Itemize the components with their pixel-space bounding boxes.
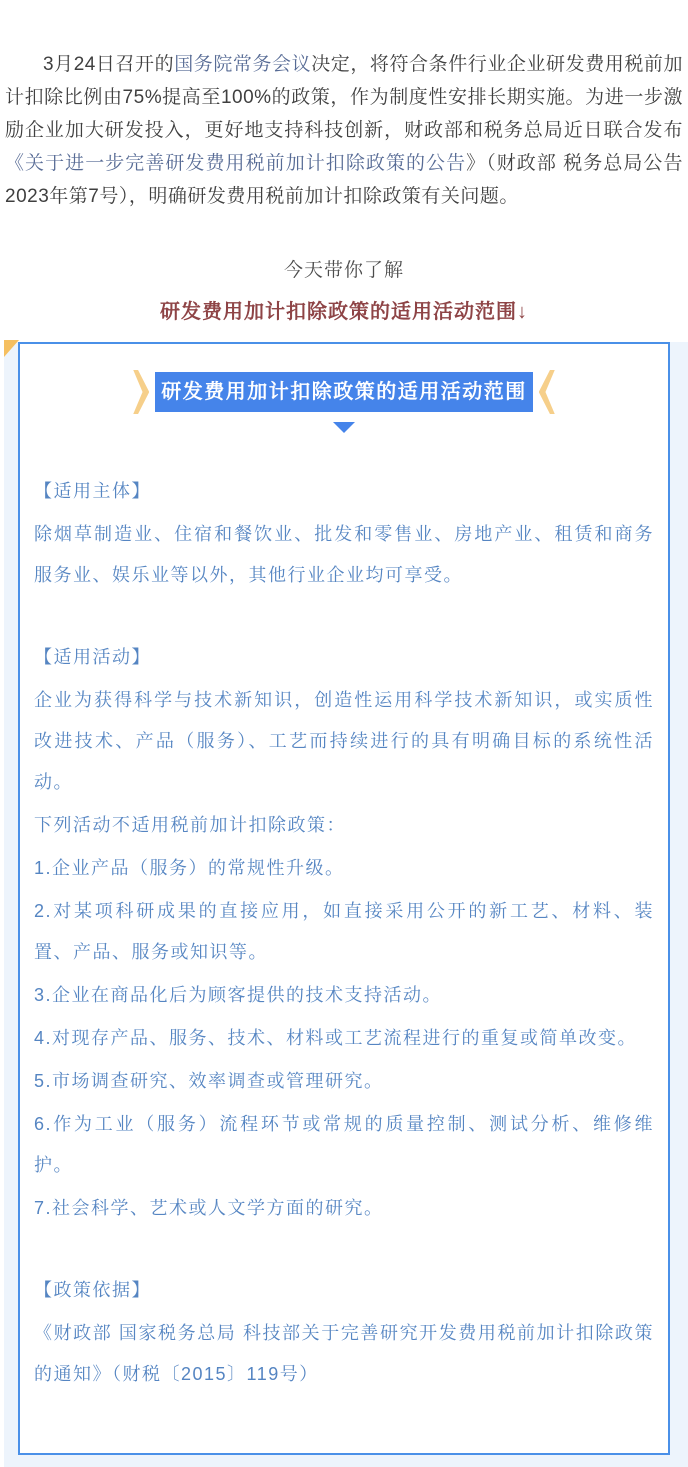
- intro-text-1: 3月24日召开的: [43, 54, 175, 75]
- section-paragraph: 2.对某项科研成果的直接应用，如直接采用公开的新工艺、材料、装置、产品、服务或知识等。: [34, 901, 654, 962]
- section-paragraph: 7.社会科学、艺术或人文学方面的研究。: [34, 1198, 384, 1218]
- section-applicable-subject: [34, 471, 654, 596]
- section-heading: 【政策依据】: [34, 1280, 151, 1300]
- section-paragraph: 除烟草制造业、住宿和餐饮业、批发和零售业、房地产业、租赁和商务服务业、娱乐业等以外，其他行业企业均可享受。: [34, 524, 654, 585]
- down-arrow-icon: [333, 422, 355, 433]
- intro-text-2: 决定，将符合条件行业企业研发费用税前加计扣除比例由75%提高至100%的政策，作为制度性安排长期实施。为进一步激励企业加大研发投入，更好地支持科技创新，财政部和税务总局近日联合发布: [5, 54, 683, 141]
- section-paragraph: 6.作为工业（服务）流程环节或常规的质量控制、测试分析、维修维护。: [34, 1114, 654, 1175]
- section-policy-basis: [34, 1270, 654, 1395]
- intro-text-3: 》（财政部 税务总局公告2023年第7号），明确研发费用税前加计扣除政策有关问题。: [5, 153, 683, 207]
- section-paragraph: 下列活动不适用税前加计扣除政策：: [34, 815, 346, 835]
- section-heading: 【适用活动】: [34, 647, 151, 667]
- section-heading: 【适用主体】: [34, 481, 151, 501]
- intro-paragraph: [0, 48, 688, 213]
- article: [0, 48, 688, 1467]
- link-state-council-meeting[interactable]: 国务院常务会议: [174, 54, 312, 75]
- ribbon-left-icon: [133, 370, 149, 414]
- section-paragraph: 3.企业在商品化后为顾客提供的技术支持活动。: [34, 985, 443, 1005]
- section-applicable-activities: [34, 637, 654, 1229]
- content-wrapper: [4, 342, 688, 1467]
- section-paragraph: 5.市场调查研究、效率调查或管理研究。: [34, 1071, 384, 1091]
- link-policy-announcement[interactable]: 《关于进一步完善研发费用税前加计扣除政策的公告: [5, 153, 467, 174]
- banner-title: 研发费用加计扣除政策的适用活动范围: [155, 372, 533, 412]
- section-paragraph: 《财政部 国家税务总局 科技部关于完善研究开发费用税前加计扣除政策的通知》（财税〔2015〕119号）: [34, 1323, 654, 1384]
- card-body: [34, 471, 654, 1395]
- section-paragraph: 4.对现存产品、服务、技术、材料或工艺流程进行的重复或简单改变。: [34, 1028, 638, 1048]
- section-paragraph: 1.企业产品（服务）的常规性升级。: [34, 858, 345, 878]
- section-paragraph: 企业为获得科学与技术新知识，创造性运用科学技术新知识，或实质性改进技术、产品（服务）、工艺而持续进行的具有明确目标的系统性活动。: [34, 690, 654, 792]
- policy-card: [18, 342, 670, 1455]
- ribbon-right-icon: [539, 370, 555, 414]
- lead-heading: 研发费用加计扣除政策的适用活动范围↓: [160, 301, 528, 323]
- corner-triangle-icon: [4, 340, 19, 357]
- section-banner: [34, 370, 654, 414]
- lead-line: 今天带你了解: [283, 260, 404, 281]
